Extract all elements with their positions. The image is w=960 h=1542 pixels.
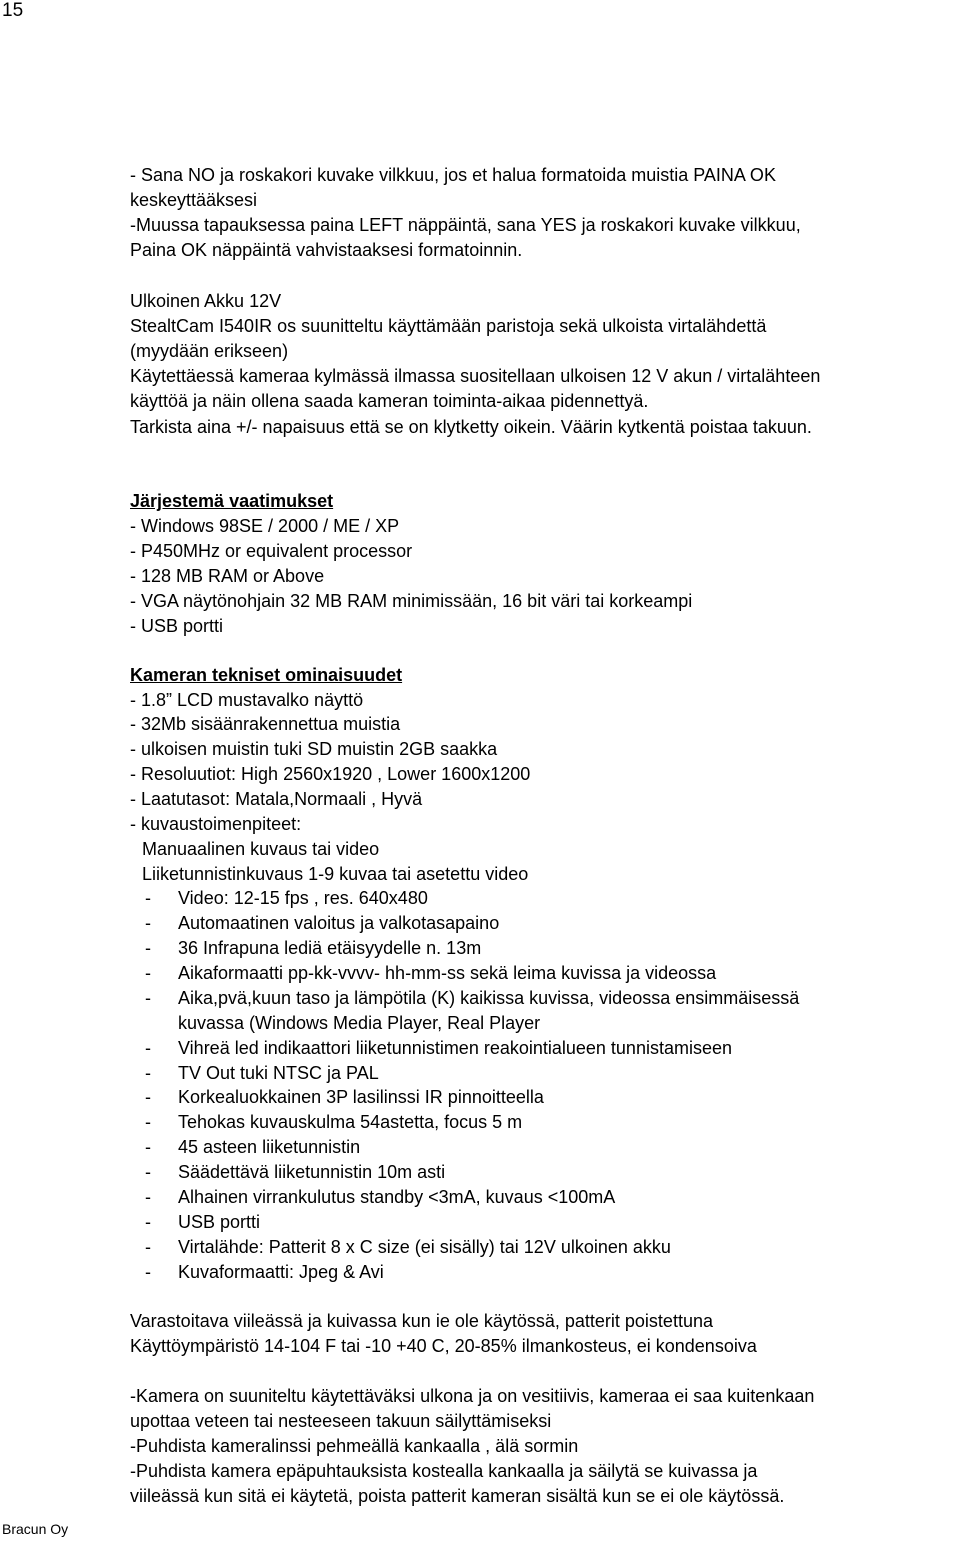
bullet-dash: - [145,938,151,958]
text-line: -Puhdista kamera epäpuhtauksista kostealla kankaalla ja säilytä se kuivassa ja [130,1461,758,1481]
specs-heading: Kameran tekniset ominaisuudet [130,665,403,685]
text-line: StealtCam I540IR os suunitteltu käyttämään paristoja sekä ulkoista virtalähdettä [130,316,767,336]
bullet-dash: - [145,1187,151,1207]
text-line: keskeyttääksesi [130,190,258,210]
text-line: Käyttöympäristö 14-104 F tai -10 +40 C, 20-85% ilmankosteus, ei kondensoiva [130,1336,757,1356]
list-item: - 1.8” LCD mustavalko näyttö [130,690,364,710]
bullet-dash: - [145,963,151,983]
requirements-heading: Järjestemä vaatimukset [130,491,334,511]
list-item: - ulkoisen muistin tuki SD muistin 2GB saakka [130,739,498,759]
bullet-dash: - [145,1212,151,1232]
list-item: - USB portti [130,616,224,636]
list-item: - 128 MB RAM or Above [130,566,325,586]
bullet-dash: - [145,1137,151,1157]
bullet-dash: - [145,1262,151,1282]
bullet-dash: - [145,1038,151,1058]
spec-bullet: Säädettävä liiketunnistin 10m asti [178,1162,446,1182]
text-line: (myydään erikseen) [130,341,289,361]
text-line: Tarkista aina +/- napaisuus että se on klytketty oikein. Väärin kytkentä poistaa takuun. [130,417,812,437]
spec-bullet-continuation: kuvassa (Windows Media Player, Real Player [178,1013,541,1033]
sub-item: Manuaalinen kuvaus tai video [142,839,380,859]
section-title: Ulkoinen Akku 12V [130,291,282,311]
spec-bullet: Video: 12-15 fps , res. 640x480 [178,888,428,908]
bullet-dash: - [145,888,151,908]
footer-company: Bracun Oy [2,1521,69,1537]
spec-bullet: TV Out tuki NTSC ja PAL [178,1063,379,1083]
spec-bullet: Aika,pvä,kuun taso ja lämpötila (K) kaikissa kuvissa, videossa ensimmäisessä [178,988,800,1008]
list-item: - VGA näytönohjain 32 MB RAM minimissään, 16 bit väri tai korkeampi [130,591,693,611]
text-line: viileässä kun sitä ei käytetä, poista patterit kameran sisältä kun se ei ole käytössä. [130,1486,785,1506]
list-item: - Windows 98SE / 2000 / ME / XP [130,516,400,536]
spec-bullet: Alhainen virrankulutus standby <3mA, kuvaus <100mA [178,1187,616,1207]
sub-item: Liiketunnistinkuvaus 1-9 kuvaa tai asetettu video [142,864,529,884]
list-item: - kuvaustoimenpiteet: [130,814,302,834]
spec-bullet: Vihreä led indikaattori liiketunnistimen reakointialueen tunnistamiseen [178,1038,732,1058]
text-line: - Sana NO ja roskakori kuvake vilkkuu, jos et halua formatoida muistia PAINA OK [130,165,776,185]
list-item: - Laatutasot: Matala,Normaali , Hyvä [130,789,423,809]
text-line: käyttöä ja näin ollena saada kameran toiminta-aikaa pidennettyä. [130,391,649,411]
spec-bullet: 45 asteen liiketunnistin [178,1137,361,1157]
bullet-dash: - [145,1112,151,1132]
text-line: -Puhdista kameralinssi pehmeällä kankaalla , älä sormin [130,1436,579,1456]
list-item: - P450MHz or equivalent processor [130,541,413,561]
spec-bullet: Tehokas kuvauskulma 54astetta, focus 5 m [178,1112,523,1132]
text-line: Paina OK näppäintä vahvistaaksesi formatoinnin. [130,240,523,260]
spec-bullet: Aikaformaatti pp-kk-vvvv- hh-mm-ss sekä leima kuvissa ja videossa [178,963,717,983]
bullet-dash: - [145,988,151,1008]
spec-bullet: Korkealuokkainen 3P lasilinssi IR pinnoitteella [178,1087,544,1107]
text-line: upottaa veteen tai nesteeseen takuun säilyttämiseksi [130,1411,552,1431]
bullet-dash: - [145,1162,151,1182]
bullet-dash: - [145,1237,151,1257]
list-item: - 32Mb sisäänrakennettua muistia [130,714,401,734]
text-line: Käytettäessä kameraa kylmässä ilmassa suositellaan ulkoisen 12 V akun / virtalähteen [130,366,821,386]
text-line: -Kamera on suuniteltu käytettäväksi ulkona ja on vesitiivis, kameraa ei saa kuitenkaan [130,1386,815,1406]
spec-bullet: USB portti [178,1212,261,1232]
spec-bullet: Automaatinen valoitus ja valkotasapaino [178,913,500,933]
bullet-dash: - [145,1063,151,1083]
bullet-dash: - [145,913,151,933]
spec-bullet: 36 Infrapuna lediä etäisyydelle n. 13m [178,938,482,958]
bullet-dash: - [145,1087,151,1107]
page-number: 15 [2,0,24,21]
spec-bullet: Virtalähde: Patterit 8 x C size (ei sisälly) tai 12V ulkoinen akku [178,1237,671,1257]
spec-bullet: Kuvaformaatti: Jpeg & Avi [178,1262,384,1282]
list-item: - Resoluutiot: High 2560x1920 , Lower 1600x1200 [130,764,531,784]
text-line: Varastoitava viileässä ja kuivassa kun ie ole käytössä, patterit poistettuna [130,1311,713,1331]
text-line: -Muussa tapauksessa paina LEFT näppäintä, sana YES ja roskakori kuvake vilkkuu, [130,215,801,235]
